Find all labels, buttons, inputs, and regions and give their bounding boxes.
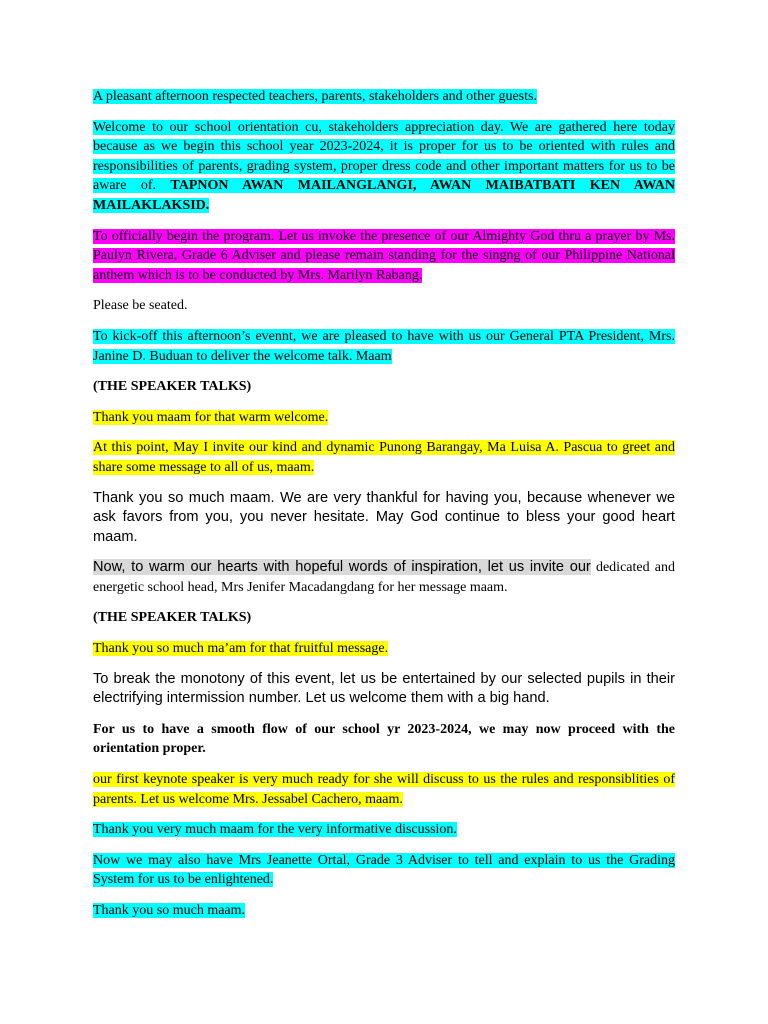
invocation-paragraph	[93, 227, 675, 286]
inspiration-text-rest: dedicated and energetic school head, Mrs Jenifer Macadangdang for her message maam.	[93, 560, 675, 595]
speaker-talks-2-text: (THE SPEAKER TALKS)	[93, 610, 252, 626]
welcome-text-bold: TAPNON AWAN MAILANGLANGI, AWAN MAIBATBATI KEN AWAN MAILAKLAKSID.	[93, 178, 675, 213]
final-thanks-text: Thank you so much maam.	[93, 903, 246, 918]
speaker-talks-1-text: (THE SPEAKER TALKS)	[93, 379, 252, 395]
fruitful-paragraph	[93, 639, 675, 659]
grading-text: Now we may also have Mrs Jeanette Ortal, Grade 3 Adviser to tell and explain to us the Grading System for us to be enlightened.	[93, 852, 675, 888]
intermission-text: To break the monotony of this event, let us be entertained by our selected pupils in their electrifying intermission number. Let us welcome them with a big hand.	[93, 670, 675, 707]
welcome-paragraph	[93, 118, 675, 216]
orientation-paragraph	[93, 720, 675, 759]
document-body	[93, 87, 675, 932]
fruitful-text: Thank you so much ma’am for that fruitful message.	[93, 641, 389, 657]
intermission-paragraph	[93, 670, 675, 709]
greeting-text: A pleasant afternoon respected teachers, parents, stakeholders and other guests.	[93, 89, 537, 104]
final-thanks-paragraph	[93, 901, 675, 921]
invocation-text: To officially begin the program. Let us invoke the presence of our Almighty God thru a prayer by Ms. Paulyn Rivera, Grade 6 Adviser and please remain standing for the singng of our Philippine National anthem which is to be conducted by Mrs. Marilyn Rabang.	[93, 228, 675, 283]
inspiration-paragraph	[93, 558, 675, 597]
keynote-text: our first keynote speaker is very much ready for she will discuss to us the rules and responsiblities of parents. Let us welcome Mrs. Jessabel Cachero, maam.	[93, 772, 675, 807]
thanks-welcome-text: Thank you maam for that warm welcome.	[93, 409, 329, 425]
thankful-paragraph	[93, 489, 675, 548]
informative-paragraph	[93, 820, 675, 840]
orientation-text: For us to have a smooth flow of our school yr 2023-2024, we may now proceed with the orientation proper.	[93, 721, 675, 757]
kickoff-paragraph	[93, 327, 675, 366]
thanks-welcome-paragraph	[93, 408, 675, 428]
welcome-text	[93, 120, 675, 213]
welcome-text-normal: Welcome to our school orientation cu, stakeholders appreciation day. We are gathered here today because as we begin this school year 2023-2024, it is proper for us to be oriented with rules and responsibilities of parents, grading system, proper dress code and other important matters for us to be aware of.	[93, 119, 675, 194]
grading-paragraph	[93, 851, 675, 890]
inspiration-text-highlight: Now, to warm our hearts with hopeful words of inspiration, let us invite our	[93, 559, 591, 576]
seated-text: Please be seated.	[93, 298, 188, 314]
seated-paragraph	[93, 296, 675, 316]
greeting-paragraph	[93, 87, 675, 107]
barangay-text: At this point, May I invite our kind and dynamic Punong Barangay, Ma Luisa A. Pascua to greet and share some message to all of us, maam.	[93, 440, 675, 475]
barangay-paragraph	[93, 438, 675, 477]
informative-text: Thank you very much maam for the very informative discussion.	[93, 822, 457, 838]
speaker-talks-1	[93, 377, 675, 397]
thankful-text: Thank you so much maam. We are very thankful for having you, because whenever we ask favors from you, you never hesitate. May God continue to bless your good heart maam.	[93, 489, 675, 545]
keynote-paragraph	[93, 770, 675, 809]
kickoff-text: To kick-off this afternoon’s evennt, we are pleased to have with us our General PTA President, Mrs. Janine D. Buduan to deliver the welcome talk. Maam	[93, 328, 675, 364]
speaker-talks-2	[93, 608, 675, 628]
